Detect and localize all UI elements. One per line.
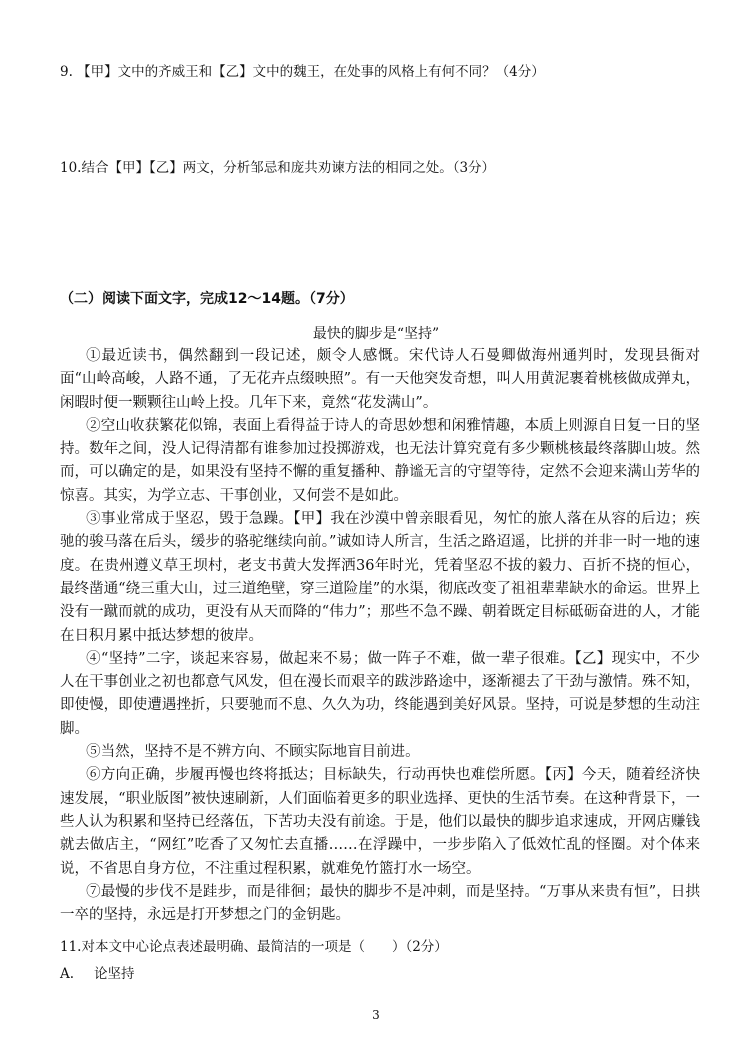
paragraph-7: ⑦最慢的步伐不是跬步，而是徘徊；最快的脚步不是冲刺，而是坚持。“万事从来贵有恒”，日拱一卒的坚持，永远是打开梦想之门的金钥匙。 [60,883,700,924]
paragraph-1: ①最近读书，偶然翻到一段记述，颇令人感慨。宋代诗人石曼卿做海州通判时，发现县衙对面“山岭高峻，人路不通，了无花卉点缀映照”。有一天他突发奇想，叫人用黄泥裹着桃核做成弹丸，闲暇时便一颗颗往山岭上投。几年下来，竟然“花发满山”。 [60,348,700,411]
section-heading: （二）阅读下面文字，完成12～14题。（7分） [60,291,354,307]
paragraph-4: ④“坚持”二字，谈起来容易，做起来不易；做一阵子不难，做一辈子很难。【乙】现实中，不少人在干事创业之初也都意气风发，但在漫长而艰辛的跋涉路途中，逐渐褪去了干劲与激情。殊不知，即使慢，即使遭遇挫折，只要驰而不息、久久为功，终能遇到美好风景。坚持，可说是梦想的生动注脚。 [60,650,700,737]
article-body [60,345,700,927]
paragraph-6: ⑥方向正确，步履再慢也终将抵达；目标缺失，行动再快也难偿所愿。【丙】今天，随着经济快速发展，“职业版图”被快速刷新，人们面临着更多的职业选择、更快的生活节奏。在这种背景下，一些人认为积累和坚持已经落伍，下苦功夫没有前途。于是，他们以最快的脚步追求速成，开网店赚钱就去做店主，“网红”吃香了又匆忙去直播……在浮躁中，一步步陷入了低效忙乱的怪圈。对个体来说，不省思自身方位，不注重过程积累，就难免竹篮打水一场空。 [60,767,700,877]
option-a-letter: A. [60,966,75,982]
paragraph-3: ③事业常成于坚忍，毁于急躁。【甲】我在沙漠中曾亲眼看见，匆忙的旅人落在从容的后边；疾驰的骏马落在后头，缓步的骆驼继续向前。”诚如诗人所言，生活之路迢遥，比拼的并非一时一地的速度。在贵州遵义草王坝村，老支书黄大发挥洒36年时光，凭着坚忍不拔的毅力、百折不挠的恒心，最终凿通“绕三重大山，过三道绝壁，穿三道险崖”的水渠，彻底改变了祖祖辈辈缺水的命运。世界上没有一蹴而就的成功，更没有从天而降的“伟力”；那些不急不躁、朝着既定目标砥砺奋进的人，才能在日积月累中抵达梦想的彼岸。 [60,511,700,644]
option-a-text: 论坚持 [94,966,135,982]
question-9: 9. 【甲】文中的齐威王和【乙】文中的魏王，在处事的风格上有何不同？（4分） [60,64,545,80]
question-11: 11.对本文中心论点表述最明确、最简洁的一项是（ ）（2分） [60,939,448,955]
paragraph-5: ⑤当然，坚持不是不辨方向、不顾实际地盲目前进。 [86,744,420,761]
paragraph-2: ②空山收获繁花似锦，表面上看得益于诗人的奇思妙想和闲雅情趣，本质上则源自日复一日的坚持。数年之间，没人记得清都有谁参加过投掷游戏，也无法计算究竟有多少颗桃核最终落脚山坡。然而，可以确定的是，如果没有坚持不懈的重复播种、静谧无言的守望等待，定然不会迎来满山芳华的惊喜。其实，为学立志、干事创业，又何尝不是如此。 [60,417,700,504]
article-title: 最快的脚步是“坚持” [312,326,440,342]
page-number: 3 [372,1008,380,1022]
option-a [60,962,155,982]
question-10: 10.结合【甲】【乙】两文，分析邹忌和庞共劝谏方法的相同之处。（3分） [60,160,496,176]
